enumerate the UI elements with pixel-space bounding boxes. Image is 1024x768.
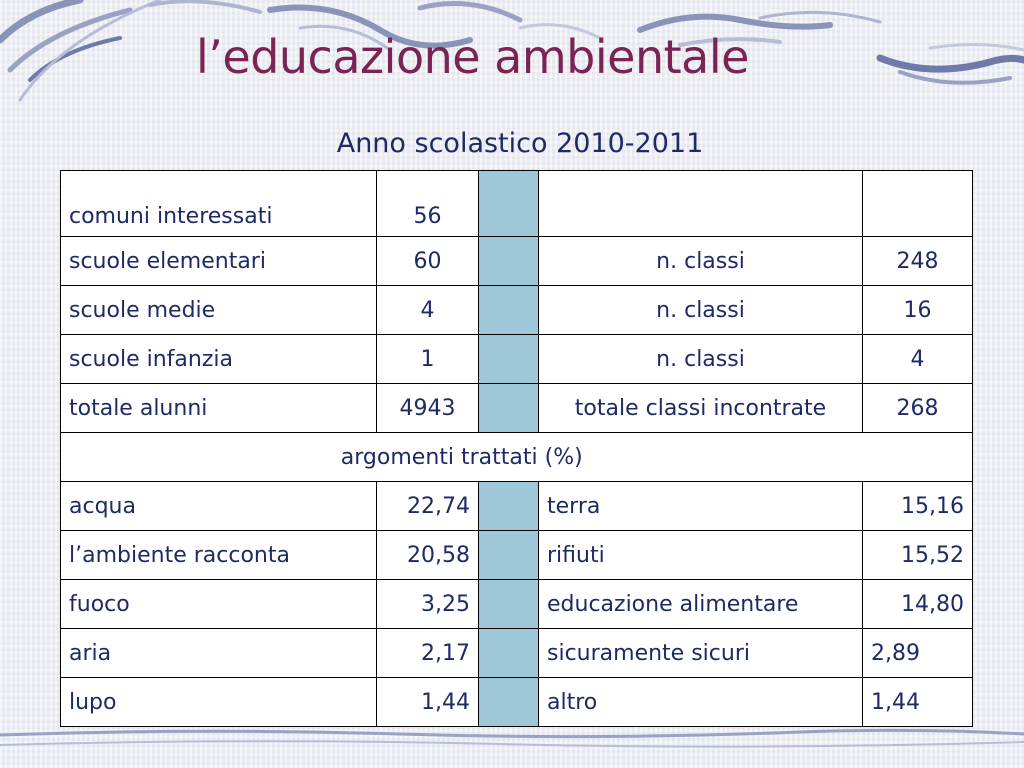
stat-label-secondary: totale classi incontrate [539, 384, 863, 433]
education-stats-table [60, 170, 973, 727]
stat-label: scuole medie [61, 286, 377, 335]
table-row [61, 678, 973, 727]
topic-percent-right: 14,80 [863, 580, 973, 629]
table-row [61, 286, 973, 335]
stat-label: totale alunni [61, 384, 377, 433]
topic-name: lupo [61, 678, 377, 727]
accent-cell [479, 580, 539, 629]
accent-cell [479, 629, 539, 678]
accent-cell [479, 335, 539, 384]
stat-value: 56 [377, 171, 479, 237]
stat-value-secondary: 248 [863, 237, 973, 286]
topic-name: aria [61, 629, 377, 678]
table-row [61, 531, 973, 580]
topic-name-right: sicuramente sicuri [539, 629, 863, 678]
topic-percent-right: 15,16 [863, 482, 973, 531]
table-row [61, 629, 973, 678]
slide-subtitle: Anno scolastico 2010-2011 [336, 128, 704, 159]
accent-cell [479, 531, 539, 580]
topic-name: l’ambiente racconta [61, 531, 377, 580]
stat-label-secondary: n. classi [539, 237, 863, 286]
topic-percent-right: 1,44 [863, 678, 973, 727]
table-row [61, 171, 973, 237]
section-header: argomenti trattati (%) [61, 433, 863, 482]
topic-name-right: altro [539, 678, 863, 727]
slide-title: l’educazione ambientale [196, 30, 749, 84]
stat-value-secondary: 16 [863, 286, 973, 335]
accent-cell [479, 171, 539, 237]
stat-value-secondary: 4 [863, 335, 973, 384]
topic-percent: 22,74 [377, 482, 479, 531]
accent-cell [479, 482, 539, 531]
topic-percent: 1,44 [377, 678, 479, 727]
table-row [61, 335, 973, 384]
accent-cell [479, 237, 539, 286]
stat-value: 4 [377, 286, 479, 335]
table-row [61, 482, 973, 531]
table-row [61, 580, 973, 629]
stat-label-secondary: n. classi [539, 335, 863, 384]
topic-name-right: educazione alimentare [539, 580, 863, 629]
topic-percent-right: 15,52 [863, 531, 973, 580]
accent-cell [479, 384, 539, 433]
stat-label-secondary [539, 171, 863, 237]
accent-cell [479, 286, 539, 335]
accent-cell [479, 678, 539, 727]
stat-label-secondary: n. classi [539, 286, 863, 335]
stat-value: 1 [377, 335, 479, 384]
table-row [61, 384, 973, 433]
topic-percent: 20,58 [377, 531, 479, 580]
stat-value: 60 [377, 237, 479, 286]
topic-name: fuoco [61, 580, 377, 629]
topic-percent: 3,25 [377, 580, 479, 629]
stat-label: comuni interessati [61, 171, 377, 237]
topic-name-right: terra [539, 482, 863, 531]
stat-label: scuole elementari [61, 237, 377, 286]
stat-value-secondary [863, 171, 973, 237]
topic-percent-right: 2,89 [863, 629, 973, 678]
stat-value-secondary: 268 [863, 384, 973, 433]
topic-name-right: rifiuti [539, 531, 863, 580]
topic-name: acqua [61, 482, 377, 531]
section-header-row [61, 433, 973, 482]
table-row [61, 237, 973, 286]
stat-value: 4943 [377, 384, 479, 433]
topic-percent: 2,17 [377, 629, 479, 678]
stat-label: scuole infanzia [61, 335, 377, 384]
section-header-filler [863, 433, 973, 482]
